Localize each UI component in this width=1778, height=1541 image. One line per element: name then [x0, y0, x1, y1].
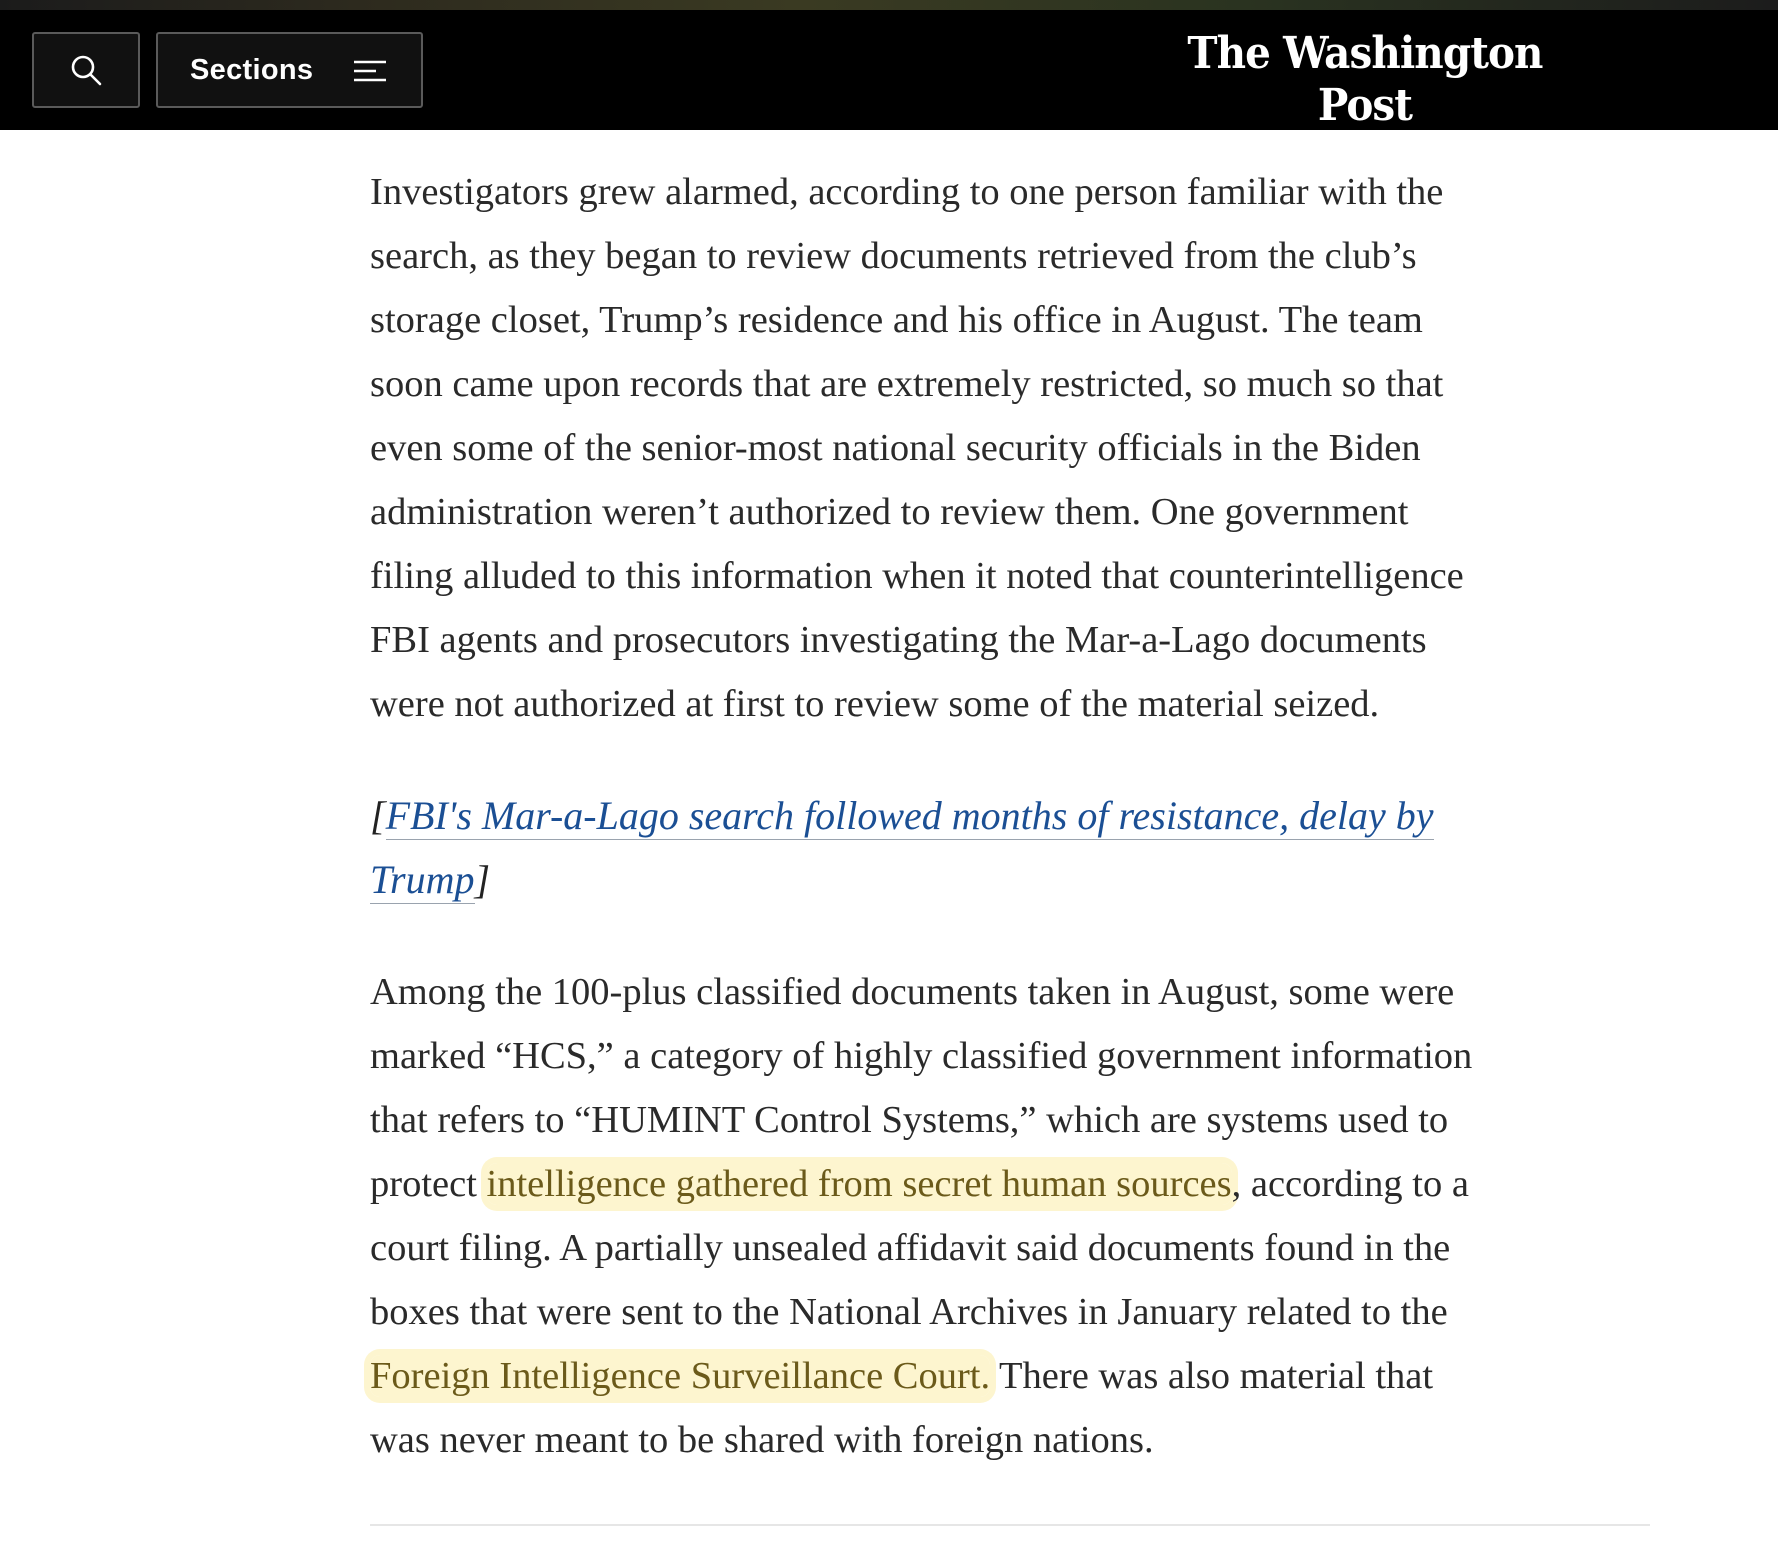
highlighted-text[interactable]: intelligence gathered from secret human sources: [486, 1163, 1232, 1205]
brand-name: The Washington Post: [1187, 28, 1543, 131]
sections-menu-button[interactable]: [156, 32, 423, 108]
highlighted-text[interactable]: Foreign Intelligence Surveillance Court.: [370, 1355, 991, 1397]
paragraph-line: boxes that were sent to the National Archives in January related to the: [370, 1291, 1448, 1333]
related-article-link[interactable]: FBI's Mar-a-Lago search followed months of resistance, delay by: [385, 793, 1434, 838]
paragraph-line: was never meant to be shared with foreign nations.: [370, 1419, 1154, 1461]
sections-label: Sections: [190, 53, 314, 86]
related-close-bracket: ]: [474, 857, 491, 902]
paragraph-line: marked “HCS,” a category of highly classified government information: [370, 1035, 1473, 1077]
brand-tagline: Democracy Dies in Darkness: [1224, 135, 1506, 161]
related-open-bracket: [: [370, 793, 386, 838]
paragraph-line: even some of the senior-most national security officials in the Biden: [370, 427, 1421, 469]
line-text: , according to a: [1231, 1163, 1469, 1205]
brand-logo[interactable]: [1130, 28, 1600, 162]
top-image-strip: [0, 0, 1778, 10]
paragraph-line: court filing. A partially unsealed affidavit said documents found in the: [370, 1227, 1451, 1269]
line-text: protect: [370, 1163, 487, 1205]
paragraph-line: soon came upon records that are extremely restricted, so much so that: [370, 363, 1444, 405]
article-divider: [370, 1524, 1650, 1526]
paragraph-line: [370, 1344, 1472, 1408]
paragraph-line: filing alluded to this information when it noted that counterintelligence: [370, 555, 1464, 597]
related-article: [370, 784, 1434, 912]
search-icon: [69, 53, 103, 87]
hamburger-menu-icon: [354, 60, 386, 82]
search-button[interactable]: [32, 32, 140, 108]
paragraph-line: Among the 100-plus classified documents taken in August, some were: [370, 971, 1455, 1013]
article-paragraph-1: [370, 160, 1464, 736]
paragraph-line: [370, 1152, 1472, 1216]
paragraph-line: were not authorized at first to review some of the material seized.: [370, 683, 1380, 725]
site-header: [0, 10, 1778, 161]
article-paragraph-2: [370, 960, 1472, 1472]
related-article-link-continued[interactable]: Trump: [370, 857, 475, 902]
paragraph-line: storage closet, Trump’s residence and his office in August. The team: [370, 299, 1423, 341]
line-text: There was also material that: [990, 1355, 1434, 1397]
paragraph-line: Investigators grew alarmed, according to one person familiar with the: [370, 171, 1444, 213]
paragraph-line: that refers to “HUMINT Control Systems,” which are systems used to: [370, 1099, 1449, 1141]
paragraph-line: search, as they began to review documents retrieved from the club’s: [370, 235, 1417, 277]
paragraph-line: administration weren’t authorized to review them. One government: [370, 491, 1409, 533]
paragraph-line: FBI agents and prosecutors investigating the Mar-a-Lago documents: [370, 619, 1427, 661]
